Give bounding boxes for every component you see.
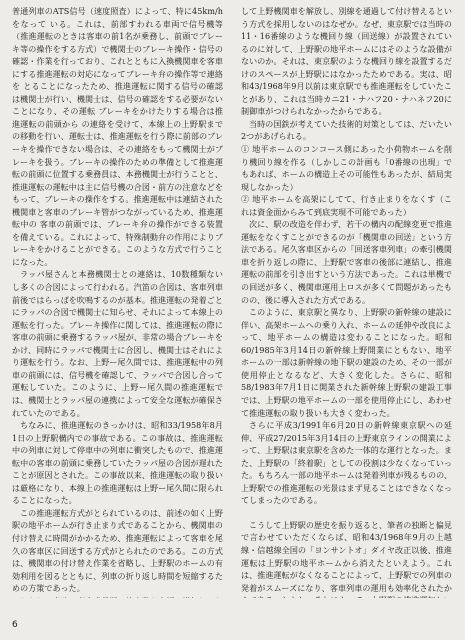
paragraph: [12, 596, 223, 598]
paragraph: こうして上野駅の歴史を振り返ると、筆者の独断と偏見で言わせていただくならば、昭和43/1968年9月の上越線・信越線全国の「ヨンサントオ」ダイヤ改正以後、推進運転は上野駅の地平ホームから消えたといえよう。これは、推進運転がなくなることによって、上野駅での列車の発着がスムーズになり、客車列車の運用も効率化されたか: [241, 520, 452, 593]
page-number: 6: [12, 620, 18, 630]
paragraph: 当時の国鉄が考えていた技術的対策としては、だいたい2つがあげられる。: [241, 119, 452, 142]
paragraph: このように、東京駅と異なり、上野駅の新幹線の建設に伴い、高架ホームへの乗り入れ、ホームの延伸や改良によって、地平ホームの構造は変わることになった。昭和60/1985年3月14日の新幹線上野開業にともない、地平ホームの一部は新幹線の地下駅の建設のため、その一部が使用停止となるなど、大きく変化した。さらに、昭和58/1983年7月1日に開業された新幹線上野駅の建設工事では、上野駅の地平ホームの一部を使用停止にし、あわせて推進運転の取り扱いも大きく変わった。: [241, 308, 452, 418]
right-column: [241, 6, 452, 598]
paragraph: ちなみに、推進運転のきっかけは、昭和33/1958年8月1日の上野駅構内での事故である。この事故は、推進運転中の列車に対して停車中の列車に衝突したもので、推進運転中の客車の前頭に乗務していたラッパ屋の合図が遅れたことが原因とされた。この事故以来、推進運転の取り扱いは厳格になり、本線上の推進運転は上野ー尾久間に限られることになった。: [12, 421, 223, 506]
paragraph: 次に、駅の改造を伴わず、若干の構内の配線変更で推進運転をなくすことができるのが「機関車の回送」という方法である。尾久客車区からの「回送客車列車」の牽引機関車を折り返しの際に、上野駅で客車の後部に連結し、推進運転の前部を引き出すという方法であった。これは単機での回送が多く、機関車運用上ロスが多くて問題があったものの、後に導入された方式である。: [241, 220, 452, 305]
left-column: [12, 6, 223, 598]
paragraph: ラッパ屋さんと本務機関士との連絡は、10数種類ないし多くの合図によって行われる。汽笛の合図は、客車列車前後ではらっぱを吹鳴するのが基本。推進運転の発着ごとにラッパの合図で機関士に知らせ、それによって本線上の運転を行った。ブレーキ操作に関しては、推進運転の際に客車の前頭に乗務するラッパ屋が、非常の場合ブレーキをかけ、同時にラッパで機関士に合図し、機関士はそれにより運転を行う。なお、上野ー尾久間では、推進運転中の列車の前頭には、信号機を確認して、ラッパで合図し合って運転していた。このように、上野ー尾久間の推進運転では、機関士とラッパ屋の連携によって安全な運転が確保されていたのである。: [12, 270, 223, 418]
paragraph: 普通列車のATS信号（速度照査）によって、特に45km/hをなって いる。これは、前部すわれる車両で信号機等（推進運転のときは客車の前1名が乗務し、前頭でブレーキ等の操作をする方式）で機関士のブレーキ操作・信号の確認・作業を行っており、これとともに入換機関車を客車にする推進運転の対応になってブレーキ弁の操作等で連絡を とることになったため、推進運転に関する信号の確認は機関士が行い、機関士は、信号の確認をする必要がないことになり、その運転 ブレーキをかけたりする場合は推進運転の前頭から の連絡を受けて、本線上の上野駅までの移動を行い、運転士は、推進運転を行う際に前部のブレーキを操作できない場合は、その連絡をもって機関士がブレーキを扱う。ブレーキの操作のための準備として推進運転の前頭に位置する乗務員は、本務機関士が行うことと、推進運転の運転中は主に信号機の合図・前方の注意などをもって、ブレーキの操作をする。推進運転中は連結された機関車と客車のブレーキ管がつながっているため、推進運転中の 客車の前頭では、ブレーキ弁の操作ができる装置を備えている。これによって、特殊制動弁の作用によりブレーキをかけることができる。このような方式で行うことになった。: [12, 7, 223, 267]
numbered-item: ① 地平ホームのコンコース側にあった小荷物ホームを削り機回り線を作る（しかしこの計画も「0番線の出現」でもあれば、ホームの構造上その可能性もあったが、結局実現しなかった）: [241, 145, 452, 192]
paragraph: さらに平成3/1991年6月20日の新幹線東京駅への延伸、平成27/2015年3月14日の上野東京ラインの開業によって、上野駅は東京駅を含めた一体的な運行となった。また、上野駅の「終着駅」としての役割は少なくなっていった。もちろん一部の地平ホームは発着列車が残るものの、上野駅での推進運転の光景はまず見ることはできなくなってしまったのである。: [241, 421, 452, 506]
paragraph: この推進運転方式がとられているのは、前述の如く上野駅の地平ホームが行き止まり式であることから、機関車の付け替えに時間がかかるため、推進運転によって客車を尾久の客車区に回送する方式がとられたのである。この方式は、機関車の付け替え作業を省略し、上野駅のホームの有効利用を図るとともに、列車の折り返し時間を短縮するための方策であった。: [12, 508, 223, 594]
paragraph: して上野機関車を解放し、別線を通過して付け替えるという方式を採用しないのはなぜか。なぜ、東京駅では当時の11・16番線のような機回り線（回送線）が設置されているのに対して、上野駅の地平ホームにはそのような設備がないのか。それは、東京駅のような機回り線を設置するだけのスペースが上野駅にはなかったためである。実は、昭和43/1968年9月以前は東京駅でも推進運転をしていたことがあり、これは当時カニ21・ナハフ20・ナハネフ20に制御車がつけられなかったからである。: [241, 7, 452, 117]
numbered-item: ② 地平ホームを高架にしてて、行き止まりをなくす（これは資金面からみて到底実現不可能であった）: [241, 195, 452, 217]
